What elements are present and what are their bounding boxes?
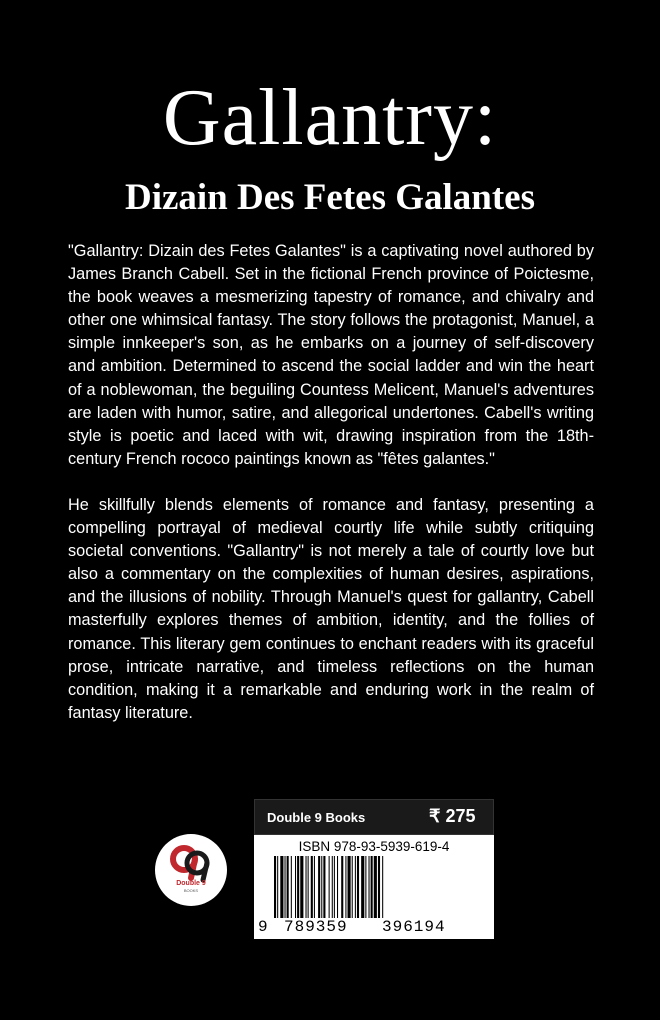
barcode-panel: [254, 799, 494, 939]
price-bar: [254, 799, 494, 835]
publisher-logo: [155, 834, 227, 906]
book-subtitle: Dizain Des Fetes Galantes: [124, 177, 536, 218]
barcode-digits-left: 789359: [284, 918, 348, 936]
blurb: [68, 240, 594, 748]
barcode-digits-right: 396194: [382, 918, 446, 936]
price: ₹ 275: [429, 806, 476, 826]
double-nine-logo-icon: [155, 834, 227, 906]
isbn-label: ISBN 978-93-5939-619-4: [298, 839, 450, 854]
book-title: Gallantry:: [162, 74, 498, 162]
blurb-paragraph-2: He skillfully blends elements of romance and fantasy, presenting a compelling portrayal of medieval courtly life while subtly critiquing societal conventions. "Gallantry" is not merely a tale of courtly love but also a commentary on the complexities of human desires, aspirations, and the illusions of nobility. Through Manuel's quest for gallantry, Cabell masterfully explores themes of ambition, identity, and the follies of romance. This literary gem continues to enchant readers with its graceful prose, intricate narrative, and timeless reflections on the human condition, making it a remarkable and enduring work in the realm of fantasy literature.: [68, 495, 594, 722]
publisher-name: Double 9 Books: [267, 810, 366, 825]
barcode-icon: [272, 856, 482, 918]
blurb-paragraph-1: "Gallantry: Dizain des Fetes Galantes" is a captivating novel authored by James Branch Cabell. Set in the fictional French province of Poictesme, the book weaves a mesmerizing tapestry of romance, and chivalry and other one whimsical fantasy. The story follows the protagonist, Manuel, a simple innkeeper's son, as he embarks on a journey of self-discovery and ambition. Determined to ascend the social ladder and win the heart of a noblewoman, the beguiling Countess Melicent, Manuel's adventures are laden with humor, satire, and allegorical undertones. Cabell's writing style is poetic and laced with wit, drawing inspiration from the 18th-century French rococo paintings known as "fêtes galantes.": [68, 242, 594, 468]
barcode-digits: [254, 918, 494, 936]
logo-tagline: BOOKS: [183, 888, 199, 893]
logo-name: Double 9: [176, 880, 206, 887]
barcode-digit-first: 9: [258, 918, 268, 936]
